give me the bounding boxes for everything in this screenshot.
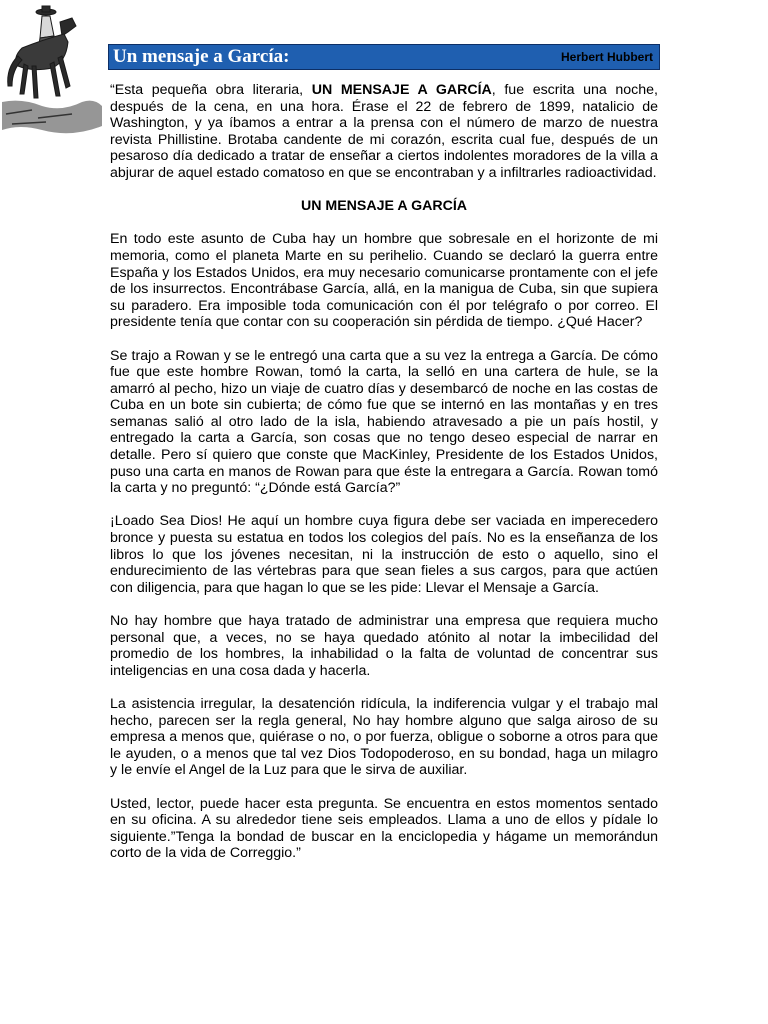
- section-heading: UN MENSAJE A GARCÍA: [300, 198, 468, 215]
- body-paragraph: Se trajo a Rowan y se le entregó una carta que a su vez la entrega a García. De cómo fue que este hombre Rowan, tomó la carta, la selló en una cartera de hule, se la amarró al pecho, hizo un viaje de cuatro días y desembarcó de noche en las costas de Cuba en un bote sin cubierta; de cómo fue que se internó en las montañas y en tres semanas salió al otro lado de la isla, habiendo atravesado a pie un país hostil, y entregado la carta a García, son cosas que no tengo deseo especial de narrar en detalle. Pero sí quiero que conste que MacKinley, Presidente de los Estados Unidos, puso una carta en manos de Rowan para que éste la entregara a García. Rowan tomó la carta y no preguntó: “¿Dónde está García?”: [110, 347, 658, 497]
- body-paragraph: En todo este asunto de Cuba hay un hombre que sobresale en el horizonte de mi memoria, como el planeta Marte en su perihelio. Cuando se declaró la guerra entre España y los Estados Unidos, era muy necesario comunicarse prontamente con el jefe de los insurrectos. Encontrábase García, allá, en la manigua de Cuba, sin que supiera su paradero. Era imposible toda comunicación con él por telégrafo o por correo. El presidente tenía que contar con su cooperación sin pérdida de tiempo. ¿Qué Hacer?: [110, 231, 658, 331]
- intro-paragraph: [110, 82, 658, 182]
- body-paragraph: No hay hombre que haya tratado de administrar una empresa que requiera mucho personal que, a veces, no se haya quedado atónito al notar la imbecilidad del promedio de los hombres, la inhabilidad o la falta de voluntad de concentrar sus inteligencias en una cosa dada y hacerla.: [110, 613, 658, 679]
- document-title: Un mensaje a García:: [113, 46, 290, 67]
- title-bar: [108, 44, 660, 70]
- document-body: [110, 82, 658, 879]
- intro-text-b: , fue escrita una noche, después de la cena, en una hora. Érase el 22 de febrero de 1899, natalicio de Washington, y ya íbamos a entrar a la prensa con el número de marzo de nuestra revista Phillistine. Brotaba candente de mi corazón, escrita cual fue, después de un pesaroso día dedicado a tratar de enseñar a ciertos indolentes moradores de la villa a abjurar de aquel estado comatoso en que se encontraban y a infiltrarles radioactividad.: [110, 82, 658, 181]
- horse-rider-illustration: [2, 2, 102, 142]
- author-name: Herbert Hubbert: [560, 50, 653, 64]
- body-paragraph: Usted, lector, puede hacer esta pregunta. Se encuentra en estos momentos sentado en su oficina. A su alrededor tiene seis empleados. Llama a uno de ellos y pídale lo siguiente.”Tenga la bondad de buscar en la enciclopedia y hágame un memorándun corto de la vida de Correggio.”: [110, 795, 658, 862]
- intro-open-quote: “: [110, 82, 115, 98]
- intro-text-a: Esta pequeña obra literaria,: [114, 82, 312, 98]
- body-paragraph: ¡Loado Sea Dios! He aquí un hombre cuya figura debe ser vaciada en imperecedero bronce y puesta su estatua en todos los colegios del país. No es la enseñanza de los libros lo que los jóvenes necesitan, ni la instrucción de esto o aquello, sino el endurecimiento de las vértebras para que sean fieles a sus cargos, para que actúen con diligencia, para que hagan lo que se les pide: Llevar el Mensaje a García.: [110, 513, 658, 596]
- body-paragraph: La asistencia irregular, la desatención ridícula, la indiferencia vulgar y el trabajo mal hecho, parecen ser la regla general, No hay hombre alguno que salga airoso de su empresa a menos que, quiérase o no, o por fuerza, obligue o soborne a otros para que le ayuden, o a menos que tal vez Dios Todopoderoso, en su bondad, haga un milagro y le envíe el Angel de la Luz para que le sirva de auxiliar.: [110, 695, 658, 779]
- intro-bold-title: UN MENSAJE A GARCÍA: [311, 82, 492, 98]
